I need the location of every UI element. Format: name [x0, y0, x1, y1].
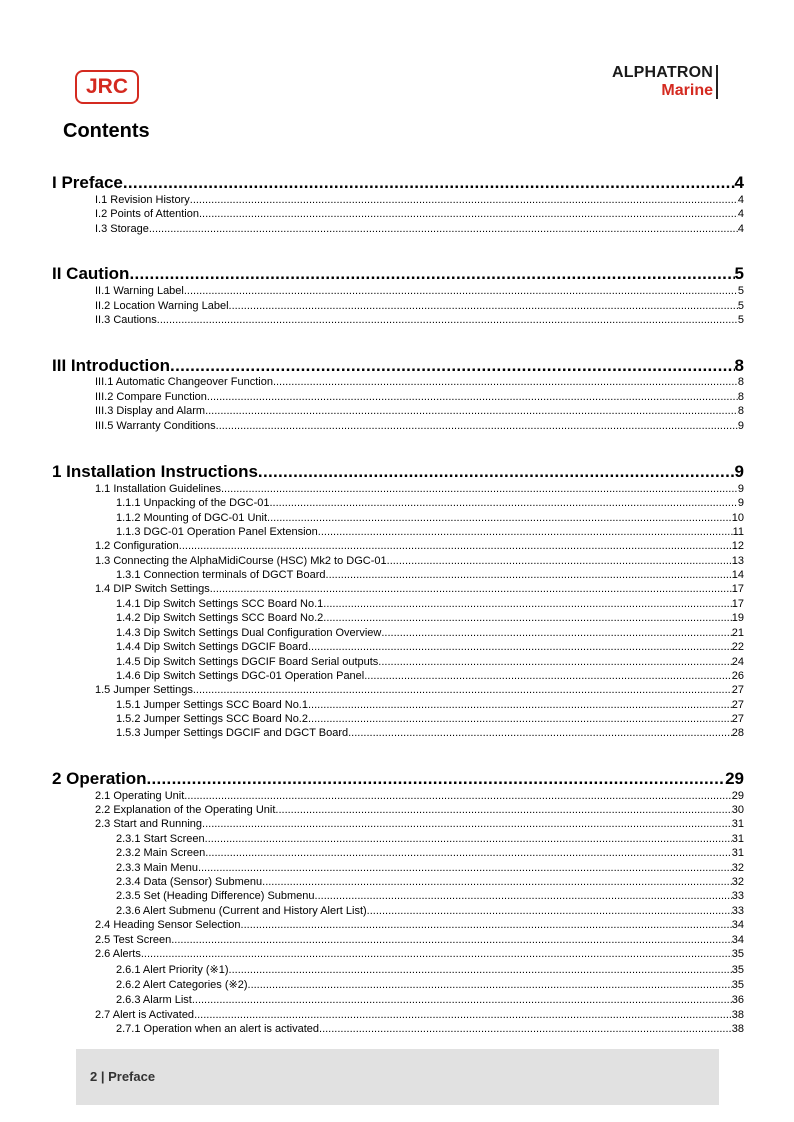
toc-entry[interactable]: 2.6 Alerts ..... 35	[95, 948, 744, 962]
toc-entry[interactable]: I.2 Points of Attention ..... 4	[95, 208, 744, 222]
toc-entry[interactable]: 2 Operation ..... 29	[52, 769, 744, 791]
toc-entry[interactable]: II.3 Cautions ..... 5	[95, 314, 744, 328]
toc-entry[interactable]: 2.3 Start and Running ..... 31	[95, 818, 744, 832]
toc-entry[interactable]: III Introduction ..... 8	[52, 356, 744, 378]
toc-entry[interactable]: II Caution ..... 5	[52, 264, 744, 286]
toc-entry[interactable]: 1.4.5 Dip Switch Settings DGCIF Board Serial outputs ..... 24	[116, 656, 744, 670]
page-title: Contents	[63, 120, 150, 142]
toc-entry[interactable]: 2.6.3 Alarm List ..... 36	[116, 994, 744, 1008]
toc-entry[interactable]: 2.3.5 Set (Heading Difference) Submenu ..... 33	[116, 890, 744, 904]
marine-logo-text: Marine	[661, 82, 713, 99]
toc-entry[interactable]: 1.4.1 Dip Switch Settings SCC Board No.1 ..... 17	[116, 598, 744, 612]
toc-entry[interactable]: 1.5.2 Jumper Settings SCC Board No.2 ..... 27	[116, 713, 744, 727]
toc-entry[interactable]: III.5 Warranty Conditions ..... 9	[95, 420, 744, 434]
toc-entry[interactable]: 2.6.2 Alert Categories (※2) ..... 35	[116, 978, 744, 992]
page-footer	[76, 1049, 719, 1105]
toc-entry[interactable]: 1.4 DIP Switch Settings ..... 17	[95, 583, 744, 597]
toc-entry[interactable]: III.3 Display and Alarm ..... 8	[95, 405, 744, 419]
toc-entry[interactable]: 1.4.4 Dip Switch Settings DGCIF Board ..... 22	[116, 641, 744, 655]
toc-entry[interactable]: 1.3 Connecting the AlphaMidiCourse (HSC) Mk2 to DGC-01 ..... 13	[95, 555, 744, 569]
toc-entry[interactable]: 2.3.1 Start Screen ..... 31	[116, 833, 744, 847]
toc-entry[interactable]: 1.4.2 Dip Switch Settings SCC Board No.2 ..... 19	[116, 612, 744, 626]
toc-entry[interactable]: 2.5 Test Screen ..... 34	[95, 934, 744, 948]
jrc-logo: JRC	[75, 70, 139, 104]
toc-entry[interactable]: 2.3.4 Data (Sensor) Submenu ..... 32	[116, 876, 744, 890]
toc-entry[interactable]: I.1 Revision History ..... 4	[95, 194, 744, 208]
toc-entry[interactable]: 1.1.3 DGC-01 Operation Panel Extension ..... 11	[116, 526, 744, 540]
toc-entry[interactable]: 2.3.3 Main Menu ..... 32	[116, 862, 744, 876]
toc-entry[interactable]: 1.4.3 Dip Switch Settings Dual Configuration Overview ..... 21	[116, 627, 744, 641]
toc-entry[interactable]: I Preface ..... 4	[52, 173, 744, 195]
toc-entry[interactable]: 1.5.1 Jumper Settings SCC Board No.1 ..... 27	[116, 699, 744, 713]
toc-entry[interactable]: 1.1.1 Unpacking of the DGC-01 ..... 9	[116, 497, 744, 511]
footer-page-label: 2 | Preface	[90, 1069, 156, 1084]
toc-entry[interactable]: 2.2 Explanation of the Operating Unit ..... 30	[95, 804, 744, 818]
toc-entry[interactable]: II.1 Warning Label ..... 5	[95, 285, 744, 299]
toc-entry[interactable]: 2.3.6 Alert Submenu (Current and History Alert List) ..... 33	[116, 905, 744, 919]
toc-entry[interactable]: 1.4.6 Dip Switch Settings DGC-01 Operation Panel ..... 26	[116, 670, 744, 684]
toc-entry[interactable]: III.1 Automatic Changeover Function ..... 8	[95, 376, 744, 390]
toc-entry[interactable]: II.2 Location Warning Label ..... 5	[95, 300, 744, 314]
toc-entry[interactable]: I.3 Storage ..... 4	[95, 223, 744, 237]
toc-entry[interactable]: 2.3.2 Main Screen ..... 31	[116, 847, 744, 861]
toc-entry[interactable]: 2.4 Heading Sensor Selection ..... 34	[95, 919, 744, 933]
toc-entry[interactable]: 1.5 Jumper Settings ..... 27	[95, 684, 744, 698]
toc-entry[interactable]: 2.6.1 Alert Priority (※1) ..... 35	[116, 963, 744, 977]
toc-entry[interactable]: 1 Installation Instructions ..... 9	[52, 462, 744, 484]
toc-entry[interactable]: 2.1 Operating Unit ..... 29	[95, 790, 744, 804]
toc-entry[interactable]: 1.1 Installation Guidelines ..... 9	[95, 483, 744, 497]
toc-entry[interactable]: 1.3.1 Connection terminals of DGCT Board ..... 14	[116, 569, 744, 583]
toc-entry[interactable]: 2.7 Alert is Activated ..... 38	[95, 1009, 744, 1023]
toc-entry[interactable]: III.2 Compare Function ..... 8	[95, 391, 744, 405]
toc-entry[interactable]: 1.2 Configuration ..... 12	[95, 540, 744, 554]
alphatron-logo-text: ALPHATRON	[611, 64, 713, 81]
toc-entry[interactable]: 1.5.3 Jumper Settings DGCIF and DGCT Board ..... 28	[116, 727, 744, 741]
toc-entry[interactable]: 1.1.2 Mounting of DGC-01 Unit ..... 10	[116, 512, 744, 526]
toc-entry[interactable]: 2.7.1 Operation when an alert is activated ..... 38	[116, 1023, 744, 1037]
